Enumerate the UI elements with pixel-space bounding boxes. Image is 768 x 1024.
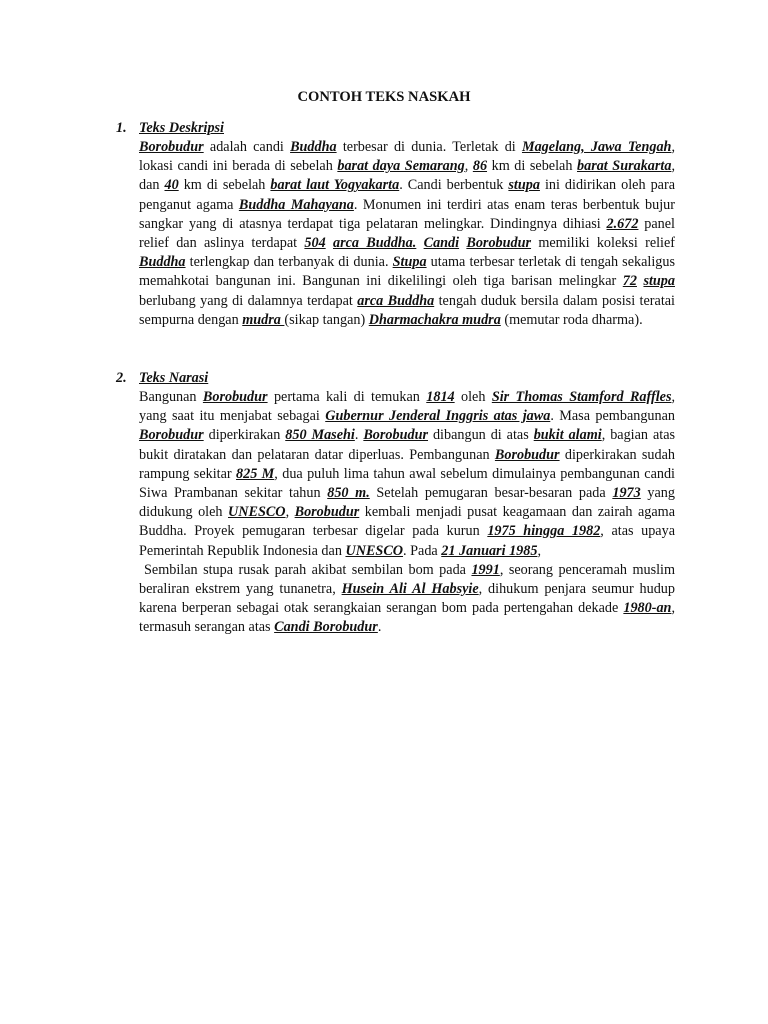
text-run: . Pada	[403, 542, 442, 559]
highlighted-term: 825 M	[236, 465, 275, 482]
highlighted-term: Borobudur	[139, 427, 204, 444]
highlighted-term: Buddha	[290, 139, 337, 155]
highlighted-term: bukit alami	[533, 427, 602, 444]
highlighted-term: Borobudur	[363, 427, 429, 444]
text-run	[416, 235, 423, 251]
section-teks-deskripsi	[116, 119, 676, 330]
highlighted-term: mudra	[242, 311, 285, 328]
section-number: 1.	[116, 120, 127, 136]
highlighted-term: 86	[472, 158, 488, 175]
highlighted-term: stupa	[508, 177, 540, 194]
text-run: , seorang penceramah muslim beraliran ekstrem yang tunanetra,	[139, 561, 676, 598]
text-run: Sembilan stupa rusak parah akibat sembilan bom pada	[144, 561, 472, 578]
highlighted-term: Borobudur	[139, 139, 204, 155]
highlighted-term: 40	[164, 177, 179, 194]
highlighted-term: Buddha	[139, 254, 186, 271]
text-run: , dan	[139, 158, 675, 194]
text-run: .	[354, 427, 364, 444]
text-run: km di sebelah	[178, 177, 271, 194]
highlighted-term: Candi Borobudur	[274, 619, 378, 636]
highlighted-term: arca Buddha	[357, 292, 435, 309]
text-run: diperkirakan sudah rampung sekitar	[139, 446, 675, 482]
highlighted-term: 504	[304, 235, 326, 252]
section-heading: Teks Deskripsi	[139, 120, 224, 136]
text-run	[326, 235, 333, 251]
text-run: (memutar roda dharma).	[500, 311, 643, 328]
text-run: .	[377, 619, 382, 636]
highlighted-term: 1975 hingga 1982	[487, 523, 601, 540]
highlighted-term: 850 Masehi	[285, 427, 355, 444]
highlighted-term: UNESCO	[228, 504, 286, 521]
text-run: . Masa pembangunan	[550, 408, 676, 425]
highlighted-term: 1991	[471, 561, 500, 578]
text-run: terbesar di dunia. Terletak di	[336, 139, 522, 155]
text-run: ini didirikan oleh para penganut agama	[139, 177, 675, 213]
text-run: ,	[537, 542, 541, 559]
text-run: tengah duduk bersila dalam posisi teratai sempurna dengan	[139, 292, 676, 328]
text-run: Bangunan	[139, 389, 203, 405]
text-run: adalah candi	[203, 139, 291, 155]
highlighted-term: Borobudur	[494, 446, 560, 463]
highlighted-term: 1814	[426, 389, 455, 405]
text-run: (sikap tangan)	[284, 311, 369, 328]
highlighted-term: Magelang, Jawa Tengah	[521, 139, 672, 155]
section-body	[139, 138, 675, 330]
text-run: , lokasi candi ini berada di sebelah	[139, 139, 675, 175]
highlighted-term: 21 Januari 1985	[441, 542, 538, 559]
text-run: km di sebelah	[487, 158, 577, 175]
highlighted-term: Borobudur	[466, 235, 532, 252]
highlighted-term: 1973	[612, 485, 641, 502]
document-title: CONTOH TEKS NASKAH	[297, 89, 471, 105]
highlighted-term: Buddha Mahayana	[238, 196, 354, 213]
text-run: , dihukum penjara seumur hudup karena berperan sebagai otak serangkaian serangan bom pada pertengahan dekade	[139, 581, 675, 617]
text-run: , termasuh serangan atas	[139, 600, 675, 636]
highlighted-term: UNESCO	[345, 542, 404, 559]
text-run: ,	[285, 504, 295, 521]
highlighted-term: Gubernur Jenderal Inggris atas jawa	[325, 408, 551, 425]
highlighted-term: Candi	[423, 235, 460, 252]
text-run: . Monumen ini terdiri atas enam teras berbentuk bujur sangkar yang di atasnya terdapat tiga pelataran melingkar. Dindingnya dihiasi	[139, 196, 675, 232]
text-run: memiliki koleksi relief	[531, 235, 676, 252]
highlighted-term: barat daya Semarang	[337, 158, 465, 175]
paragraph	[139, 138, 675, 330]
paragraph	[139, 388, 675, 561]
text-run: yang didukung oleh	[139, 485, 675, 521]
section-body	[139, 388, 675, 638]
highlighted-term: Sir Thomas Stamford Raffles	[491, 389, 672, 405]
text-run: berlubang yang di dalamnya terdapat	[139, 292, 358, 309]
highlighted-term: Dharmachakra mudra	[368, 311, 501, 328]
highlighted-term: 1980-an	[623, 600, 672, 617]
text-run: , atas upaya Pemerintah Republik Indonesia dan	[139, 523, 675, 559]
section-teks-narasi	[116, 369, 676, 638]
text-run: oleh	[454, 389, 492, 405]
text-run: , dua puluh lima tahun awal sebelum dimulainya pembangunan candi Siwa Prambanan sekitar tahun	[139, 465, 675, 502]
text-run: , yang saat itu menjabat sebagai	[139, 389, 676, 425]
highlighted-term: Stupa	[392, 254, 427, 271]
section-number: 2.	[116, 370, 127, 386]
text-run: panel relief dan aslinya terdapat	[139, 215, 675, 252]
text-run: terlengkap dan terbanyak di dunia.	[185, 254, 393, 271]
text-run: kembali menjadi pusat keagamaan dan zairah agama Buddha. Proyek pemugaran terbesar digelar pada kurun	[139, 504, 676, 540]
highlighted-term: 850 m.	[327, 485, 370, 502]
text-run: , bagian atas bukit diratakan dan pelataran datar diperluas. Pembangunan	[139, 427, 676, 463]
text-run: Setelah pemugaran besar-besaran pada	[369, 485, 613, 502]
highlighted-term: arca Buddha.	[332, 235, 417, 252]
section-heading: Teks Narasi	[139, 370, 209, 386]
text-run: diperkirakan	[203, 427, 286, 444]
highlighted-term: 72	[622, 273, 637, 290]
highlighted-term: Husein Ali Al Habsyie	[341, 581, 479, 598]
highlighted-term: Borobudur	[202, 389, 268, 405]
text-run: dibangun di atas	[428, 427, 534, 444]
text-run: pertama kali di temukan	[267, 389, 427, 405]
highlighted-term: Borobudur	[294, 504, 360, 521]
highlighted-term: barat laut Yogyakarta	[270, 177, 400, 194]
highlighted-term: 2.672	[606, 215, 639, 232]
paragraph	[139, 561, 675, 638]
text-run: . Candi berbentuk	[399, 177, 509, 194]
highlighted-term: stupa	[643, 273, 675, 290]
highlighted-term: barat Surakarta	[577, 158, 672, 175]
text-run: ,	[464, 158, 473, 175]
text-run: utama terbesar terletak di tengah sekaligus memahkotai bangunan ini. Bangunan ini dikelilingi oleh tiga barisan melingkar	[139, 254, 675, 290]
